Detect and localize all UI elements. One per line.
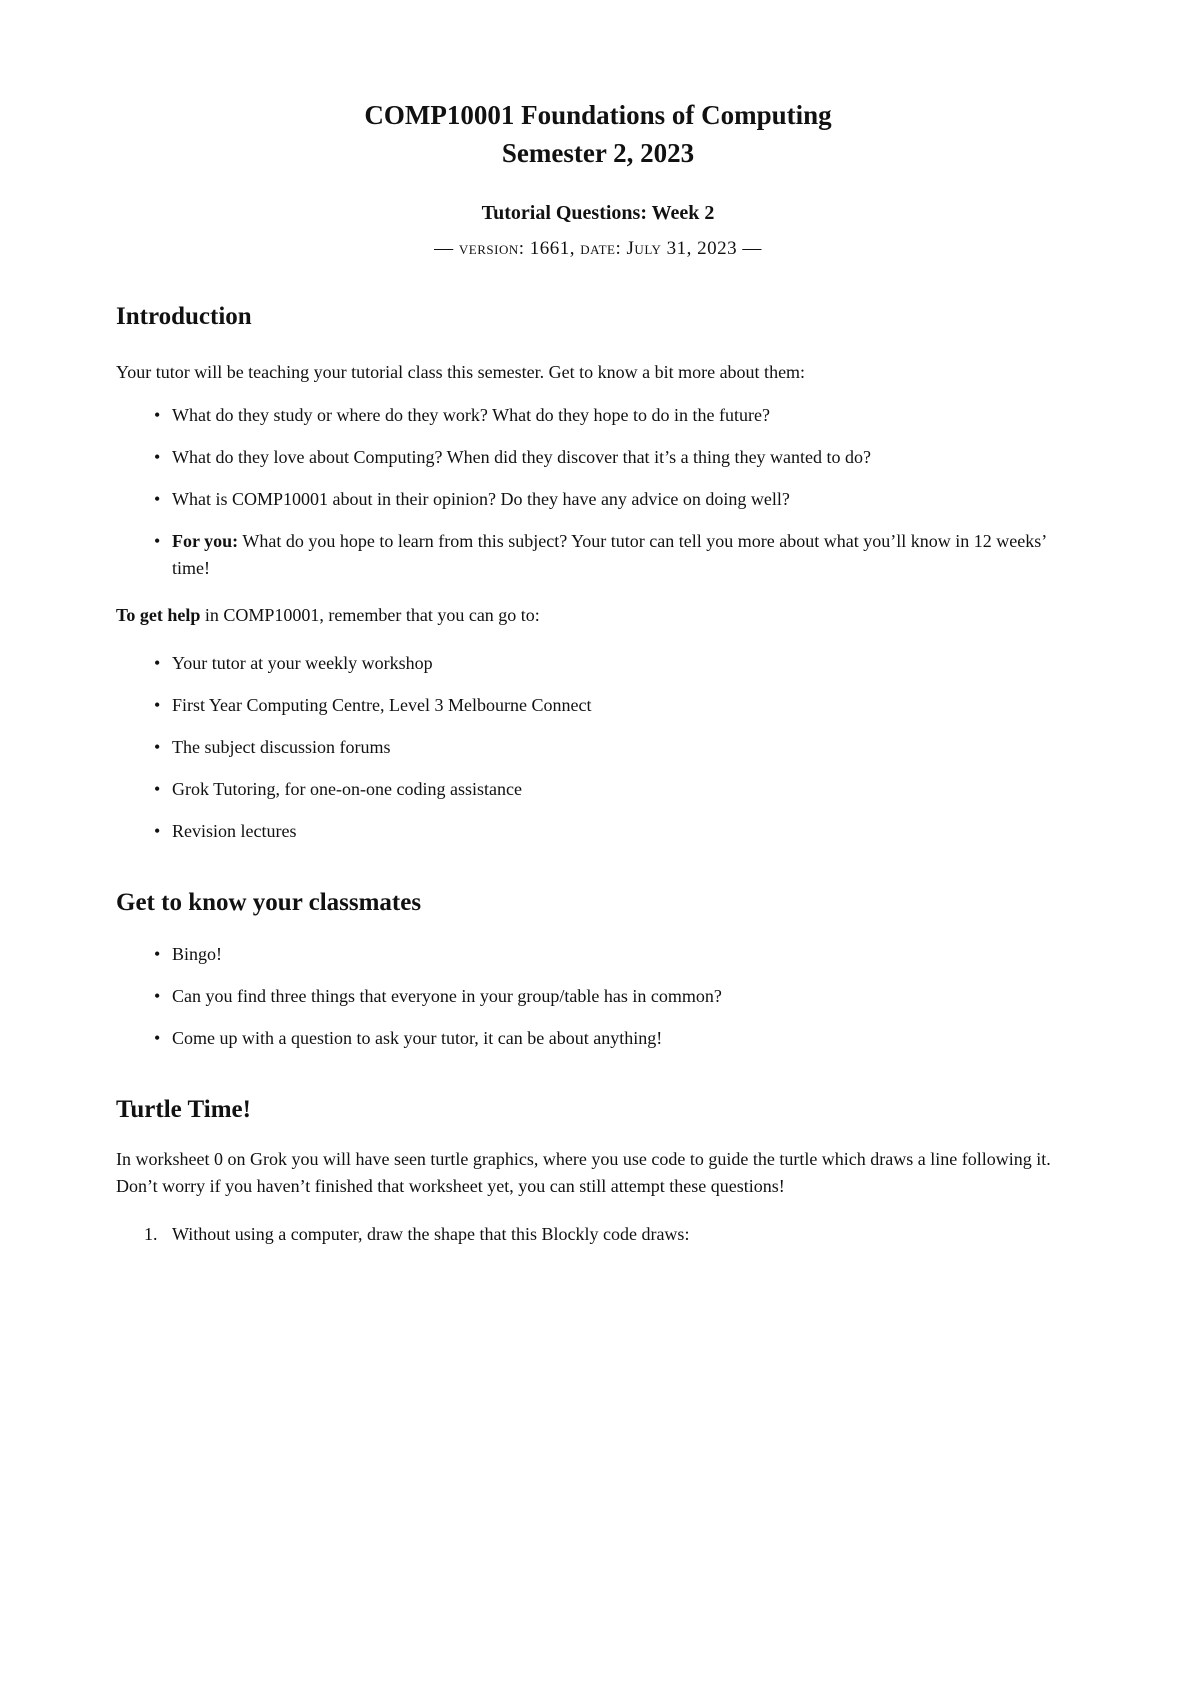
list-item-text: Come up with a question to ask your tutor, it can be about anything! — [172, 1028, 663, 1048]
bullet-icon: • — [154, 944, 161, 964]
list-item — [116, 941, 1080, 968]
help-list — [116, 650, 1080, 845]
bullet-icon: • — [154, 695, 161, 715]
list-item-text: What is COMP10001 about in their opinion? Do they have any advice on doing well? — [172, 489, 790, 509]
question-item — [116, 1221, 1080, 1248]
bullet-icon: • — [154, 821, 161, 841]
semester-text: Semester 2, 2023 — [501, 138, 695, 168]
list-item — [116, 650, 1080, 677]
introduction-heading: Introduction — [116, 303, 252, 330]
help-label: To get help — [116, 605, 201, 625]
classmates-list — [116, 941, 1080, 1052]
list-item — [116, 402, 1080, 429]
list-item — [116, 776, 1080, 803]
question-text: Without using a computer, draw the shape that this Blockly code draws: — [172, 1224, 690, 1244]
title-block — [116, 0, 1080, 260]
list-item-text: What do they love about Computing? When did they discover that it’s a thing they wanted to do? — [172, 447, 872, 467]
list-item-text: The subject discussion forums — [172, 737, 391, 757]
list-item-text: First Year Computing Centre, Level 3 Melbourne Connect — [172, 695, 592, 715]
bullet-icon: • — [154, 653, 161, 673]
version-number: 1661 — [529, 238, 570, 259]
list-item-for-you — [116, 528, 1080, 582]
turtle-heading: Turtle Time! — [116, 1096, 251, 1123]
tutorial-subtitle: Tutorial Questions: Week 2 — [481, 202, 715, 224]
list-item-text: Can you find three things that everyone in your group/table has in common? — [172, 986, 722, 1006]
bullet-icon: • — [154, 779, 161, 799]
list-item — [116, 734, 1080, 761]
classmates-heading: Get to know your classmates — [116, 889, 422, 916]
bullet-icon: • — [154, 1028, 161, 1048]
list-item — [116, 1025, 1080, 1052]
for-you-label: For you: — [172, 531, 239, 551]
list-item — [116, 444, 1080, 471]
date-value: July 31, 2023 — [626, 238, 738, 259]
help-text — [116, 602, 1080, 629]
bullet-icon: • — [154, 447, 161, 467]
list-item — [116, 486, 1080, 513]
turtle-intro-text: In worksheet 0 on Grok you will have seen turtle graphics, where you use code to guide the turtle which draws a line following it. Don’t worry if you haven’t finished that worksheet yet, you can still attempt these questions! — [116, 1149, 1051, 1196]
bullet-icon: • — [154, 489, 161, 509]
question-number: 1. — [144, 1224, 158, 1244]
date-prefix: , date: — [569, 238, 627, 259]
tutor-questions-list — [116, 402, 1080, 582]
list-item-text: Your tutor at your weekly workshop — [172, 653, 433, 673]
version-line — [116, 238, 1080, 260]
list-item — [116, 818, 1080, 845]
version-suffix: — — [737, 238, 762, 259]
bullet-icon: • — [154, 986, 161, 1006]
bullet-icon: • — [154, 531, 161, 551]
for-you-text: What do you hope to learn from this subject? Your tutor can tell you more about what you’ll know in 12 weeks’ time! — [172, 531, 1046, 578]
list-item-text: Grok Tutoring, for one-on-one coding assistance — [172, 779, 522, 799]
list-item — [116, 692, 1080, 719]
bullet-icon: • — [154, 737, 161, 757]
bullet-icon: • — [154, 405, 161, 425]
course-title — [116, 96, 1080, 172]
list-item — [116, 983, 1080, 1010]
version-prefix: — version: — [434, 238, 530, 259]
course-title-text: COMP10001 Foundations of Computing — [364, 100, 832, 130]
list-item-text: What do they study or where do they work? What do they hope to do in the future? — [172, 405, 771, 425]
list-item-text: Revision lectures — [172, 821, 297, 841]
turtle-questions-list — [116, 1221, 1080, 1248]
help-text-body: in COMP10001, remember that you can go to: — [200, 605, 540, 625]
introduction-text: Your tutor will be teaching your tutorial class this semester. Get to know a bit more about them: — [116, 362, 806, 382]
list-item-text: Bingo! — [172, 944, 223, 964]
